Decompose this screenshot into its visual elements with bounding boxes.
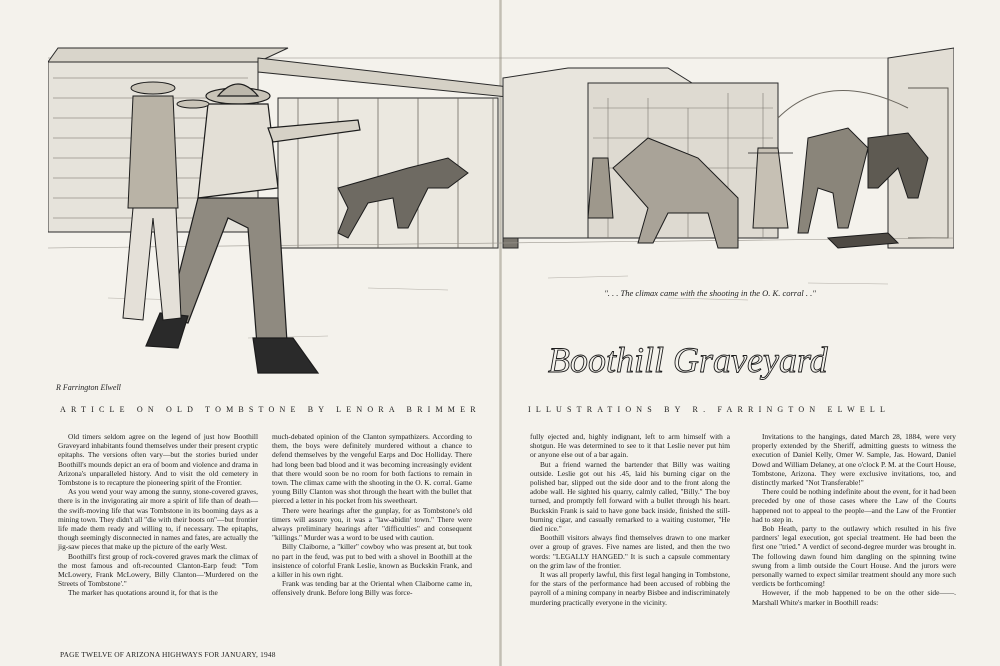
paragraph: However, if the mob happened to be on the other side——. Marshall White's marker in Boothill reads: <box>752 588 956 607</box>
illustration-caption: ". . . The climax came with the shooting in the O. K. corral . ." <box>604 288 816 298</box>
author-byline: ARTICLE ON OLD TOMBSTONE BY LENORA BRIMMER <box>60 405 481 414</box>
illustrator-byline: ILLUSTRATIONS BY R. FARRINGTON ELWELL <box>528 405 891 414</box>
article-title <box>540 326 840 396</box>
paragraph: The marker has quotations around it, for that is the <box>68 588 218 598</box>
paragraph: It was all properly lawful, this first legal hanging in Tombstone, for the stars of the performance had been accused of robbing the payroll of a mining company in nearby Bisbee and indiscriminately murdering practically everyone in the vicinity. <box>530 570 730 607</box>
paragraph: Billy Claiborne, a "killer" cowboy who was present at, but took no part in the feud, was put to bed with a shovel in Boothill at the insistence of colorful Frank Leslie, known as Buckskin Frank, and a killer in his own right. <box>272 542 472 580</box>
paragraph: There were hearings after the gunplay, for as Tombstone's old timers will assure you, it was a "law-abidin' town." There were always preliminary hearings after "difficulties" and consequent "killings." Murder was a word to be used with caution. <box>272 505 472 543</box>
paragraph: Frank was tending bar at the Oriental when Claiborne came in, offensively drunk. Before long Billy was force- <box>272 579 472 598</box>
text-column-4 <box>752 432 956 607</box>
artist-signature: R Farrington Elwell <box>56 383 121 392</box>
paragraph: Old timers seldom agree on the legend of just how Boothill Graveyard inhabitants found themselves under their present cryptic epitaphs. The versions often vary—but the stories buried under Boothill's mounds depict an era of boom and violence and drama in Arizona's unparalleled history. And to visit the old cemetery in Tombstone is to recapture the pioneering spirit of the Frontier. <box>58 432 258 488</box>
page-folio: PAGE TWELVE OF ARIZONA HIGHWAYS FOR JANUARY, 1948 <box>60 650 276 659</box>
paragraph: But a friend warned the bartender that Billy was waiting outside. Leslie got out his .45, laid his burning cigar on the polished bar, slipped out the side door and to the front along the adobe wall. He sighted his quarry, calmly called, "Billy." The boy turned, and promptly fell forward with a bullet through his heart. Buckskin Frank is said to have gone back inside, finished the still-burning cigar, and casually remarked to a waiting customer, "He died nice." <box>530 459 730 534</box>
text-column-2 <box>272 432 472 598</box>
paragraph: As you wend your way among the sunny, stone-covered graves, there is in the invigorating air more a spirit of life than of death—the swift-moving life that was Tombstone in its booming days as a mining town. They didn't all "die with their boots on"—but frontier life made them ready and willing to, if necessary. The epitaphs, though seemingly disconnected in names and fates, are actually the jig-saw pieces that make up the picture of the early West. <box>58 487 258 552</box>
wooden-storefront <box>258 58 518 248</box>
text-column-3 <box>530 432 730 607</box>
paragraph: Bob Heath, party to the outlawry which resulted in his five pardners' legal execution, got special treatment. He had been the first one "tried." A verdict of second-degree murder was brought in. The following dawn found him dangling on the spinning twine swung from a limb outside the Court House. And the jurors were personally warned to expect similar treatment should any more such verdicts be forthcoming! <box>752 524 956 589</box>
text-column-1 <box>58 432 258 598</box>
paragraph: Boothill visitors always find themselves drawn to one marker over a group of graves. Five names are listed, and then the two words: "LEGALLY HANGED." It is such a capsule commentary on the grim law of the frontier. <box>530 533 730 570</box>
paragraph: Invitations to the hangings, dated March 28, 1884, were very properly extended by the Sheriff, admitting guests to witness the execution of Daniel Kelly, Omer W. Sample, Jas. Howard, Daniel Dowd and William Delaney, at one o'clock P. M. at the Court House, Tombstone, Arizona. They were exclusive invitations, too, and distinctly marked "Not Transferable!" <box>752 432 956 488</box>
title-text: Boothill Graveyard <box>548 340 828 380</box>
paragraph: fully ejected and, highly indignant, left to arm himself with a shotgun. He was determined to see to it that Leslie never put him or anyone else out of a bar again. <box>530 432 730 460</box>
paragraph: much-debated opinion of the Clanton sympathizers. According to them, the boys were definitely murdered without a chance to defend themselves by the vengeful Earps and Doc Holliday. There had long been bad blood and it was becoming increasingly evident that there would soon be no room for both factions to remain in town. The climax came with the shooting in the O. K. corral. Game young Billy Clanton was shot through the heart with the bullet that pierced a letter in his pocket from his sweetheart. <box>272 432 472 506</box>
paragraph: There could be nothing indefinite about the event, for it had been preceded by one of those cases where the Law of the Courts happened not to appeal to the people—and the Law of the Frontier had to step in. <box>752 487 956 524</box>
paragraph: Boothill's first group of rock-covered graves mark the climax of the most famous and oft-recounted Clanton-Earp feud: "Tom McLowery, Frank McLowery, Billy Clanton—'Murdered on the Streets of Tombstone'." <box>58 551 258 589</box>
